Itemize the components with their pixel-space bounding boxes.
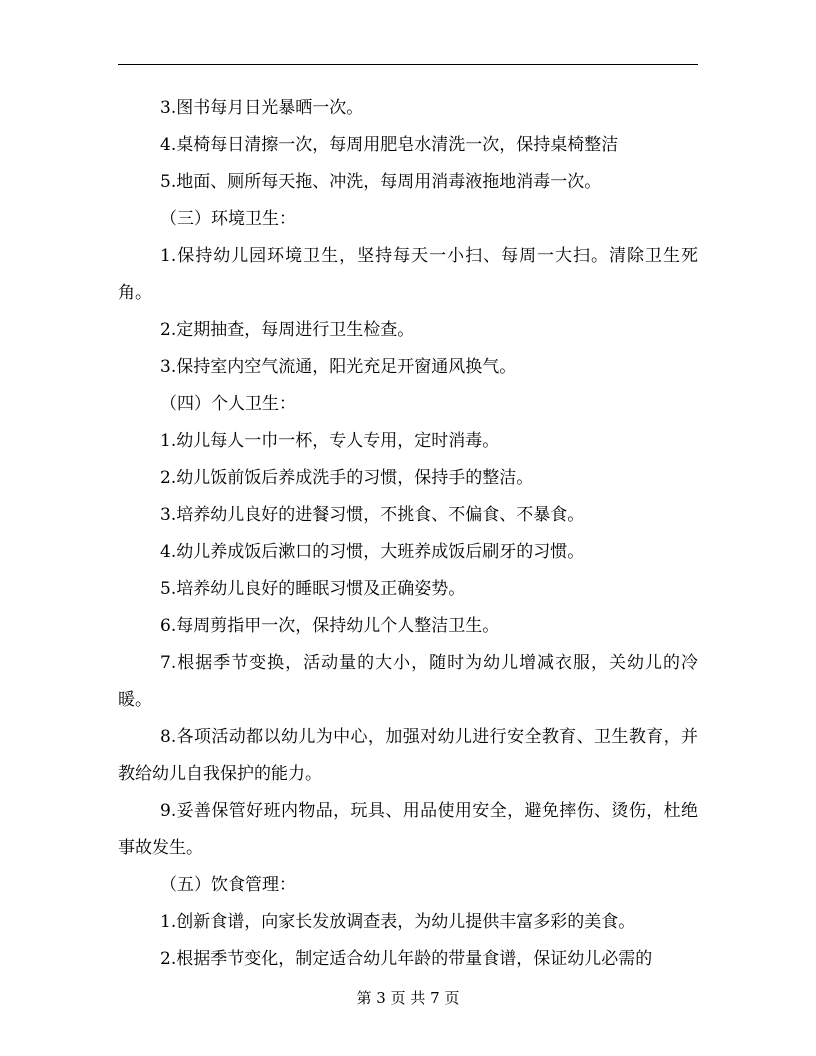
page-number: 第 3 页 共 7 页 (356, 989, 460, 1007)
paragraph: 5.地面、厕所每天拖、冲洗，每周用消毒液拖地消毒一次。 (160, 172, 602, 192)
section-heading: （五）饮食管理： (160, 875, 296, 895)
paragraph: 1.创新食谱，向家长发放调查表，为幼儿提供丰富多彩的美食。 (160, 912, 636, 932)
paragraph: 4.桌椅每日清擦一次，每周用肥皂水清洗一次，保持桌椅整洁 (160, 135, 619, 155)
paragraph: 2.定期抽查，每周进行卫生检查。 (160, 320, 415, 340)
paragraph: 1.保持幼儿园环境卫生，坚持每天一小扫、每周一大扫。清除卫生死角。 (118, 246, 698, 303)
paragraph: 4.幼儿养成饭后漱口的习惯，大班养成饭后刷牙的习惯。 (160, 542, 585, 562)
paragraph: 1.幼儿每人一巾一杯，专人专用，定时消毒。 (160, 431, 500, 451)
document-body (118, 90, 698, 978)
paragraph: 6.每周剪指甲一次，保持幼儿个人整洁卫生。 (160, 616, 500, 636)
paragraph: 5.培养幼儿良好的睡眠习惯及正确姿势。 (160, 579, 466, 599)
paragraph: 9.妥善保管好班内物品，玩具、用品使用安全，避免摔伤、烫伤，杜绝事故发生。 (118, 801, 698, 858)
paragraph: 3.保持室内空气流通，阳光充足开窗通风换气。 (160, 357, 517, 377)
paragraph: 2.根据季节变化，制定适合幼儿年龄的带量食谱，保证幼儿必需的 (160, 949, 653, 969)
paragraph: 3.图书每月日光暴晒一次。 (160, 98, 364, 118)
paragraph: 2.幼儿饭前饭后养成洗手的习惯，保持手的整洁。 (160, 468, 534, 488)
paragraph: 3.培养幼儿良好的进餐习惯，不挑食、不偏食、不暴食。 (160, 505, 585, 525)
section-heading: （四）个人卫生： (160, 394, 296, 414)
paragraph: 7.根据季节变换，活动量的大小，随时为幼儿增减衣服，关幼儿的冷暖。 (118, 653, 698, 710)
section-heading: （三）环境卫生： (160, 209, 296, 229)
header-rule (118, 64, 698, 65)
paragraph: 8.各项活动都以幼儿为中心，加强对幼儿进行安全教育、卫生教育，并教给幼儿自我保护的能力。 (118, 727, 698, 784)
